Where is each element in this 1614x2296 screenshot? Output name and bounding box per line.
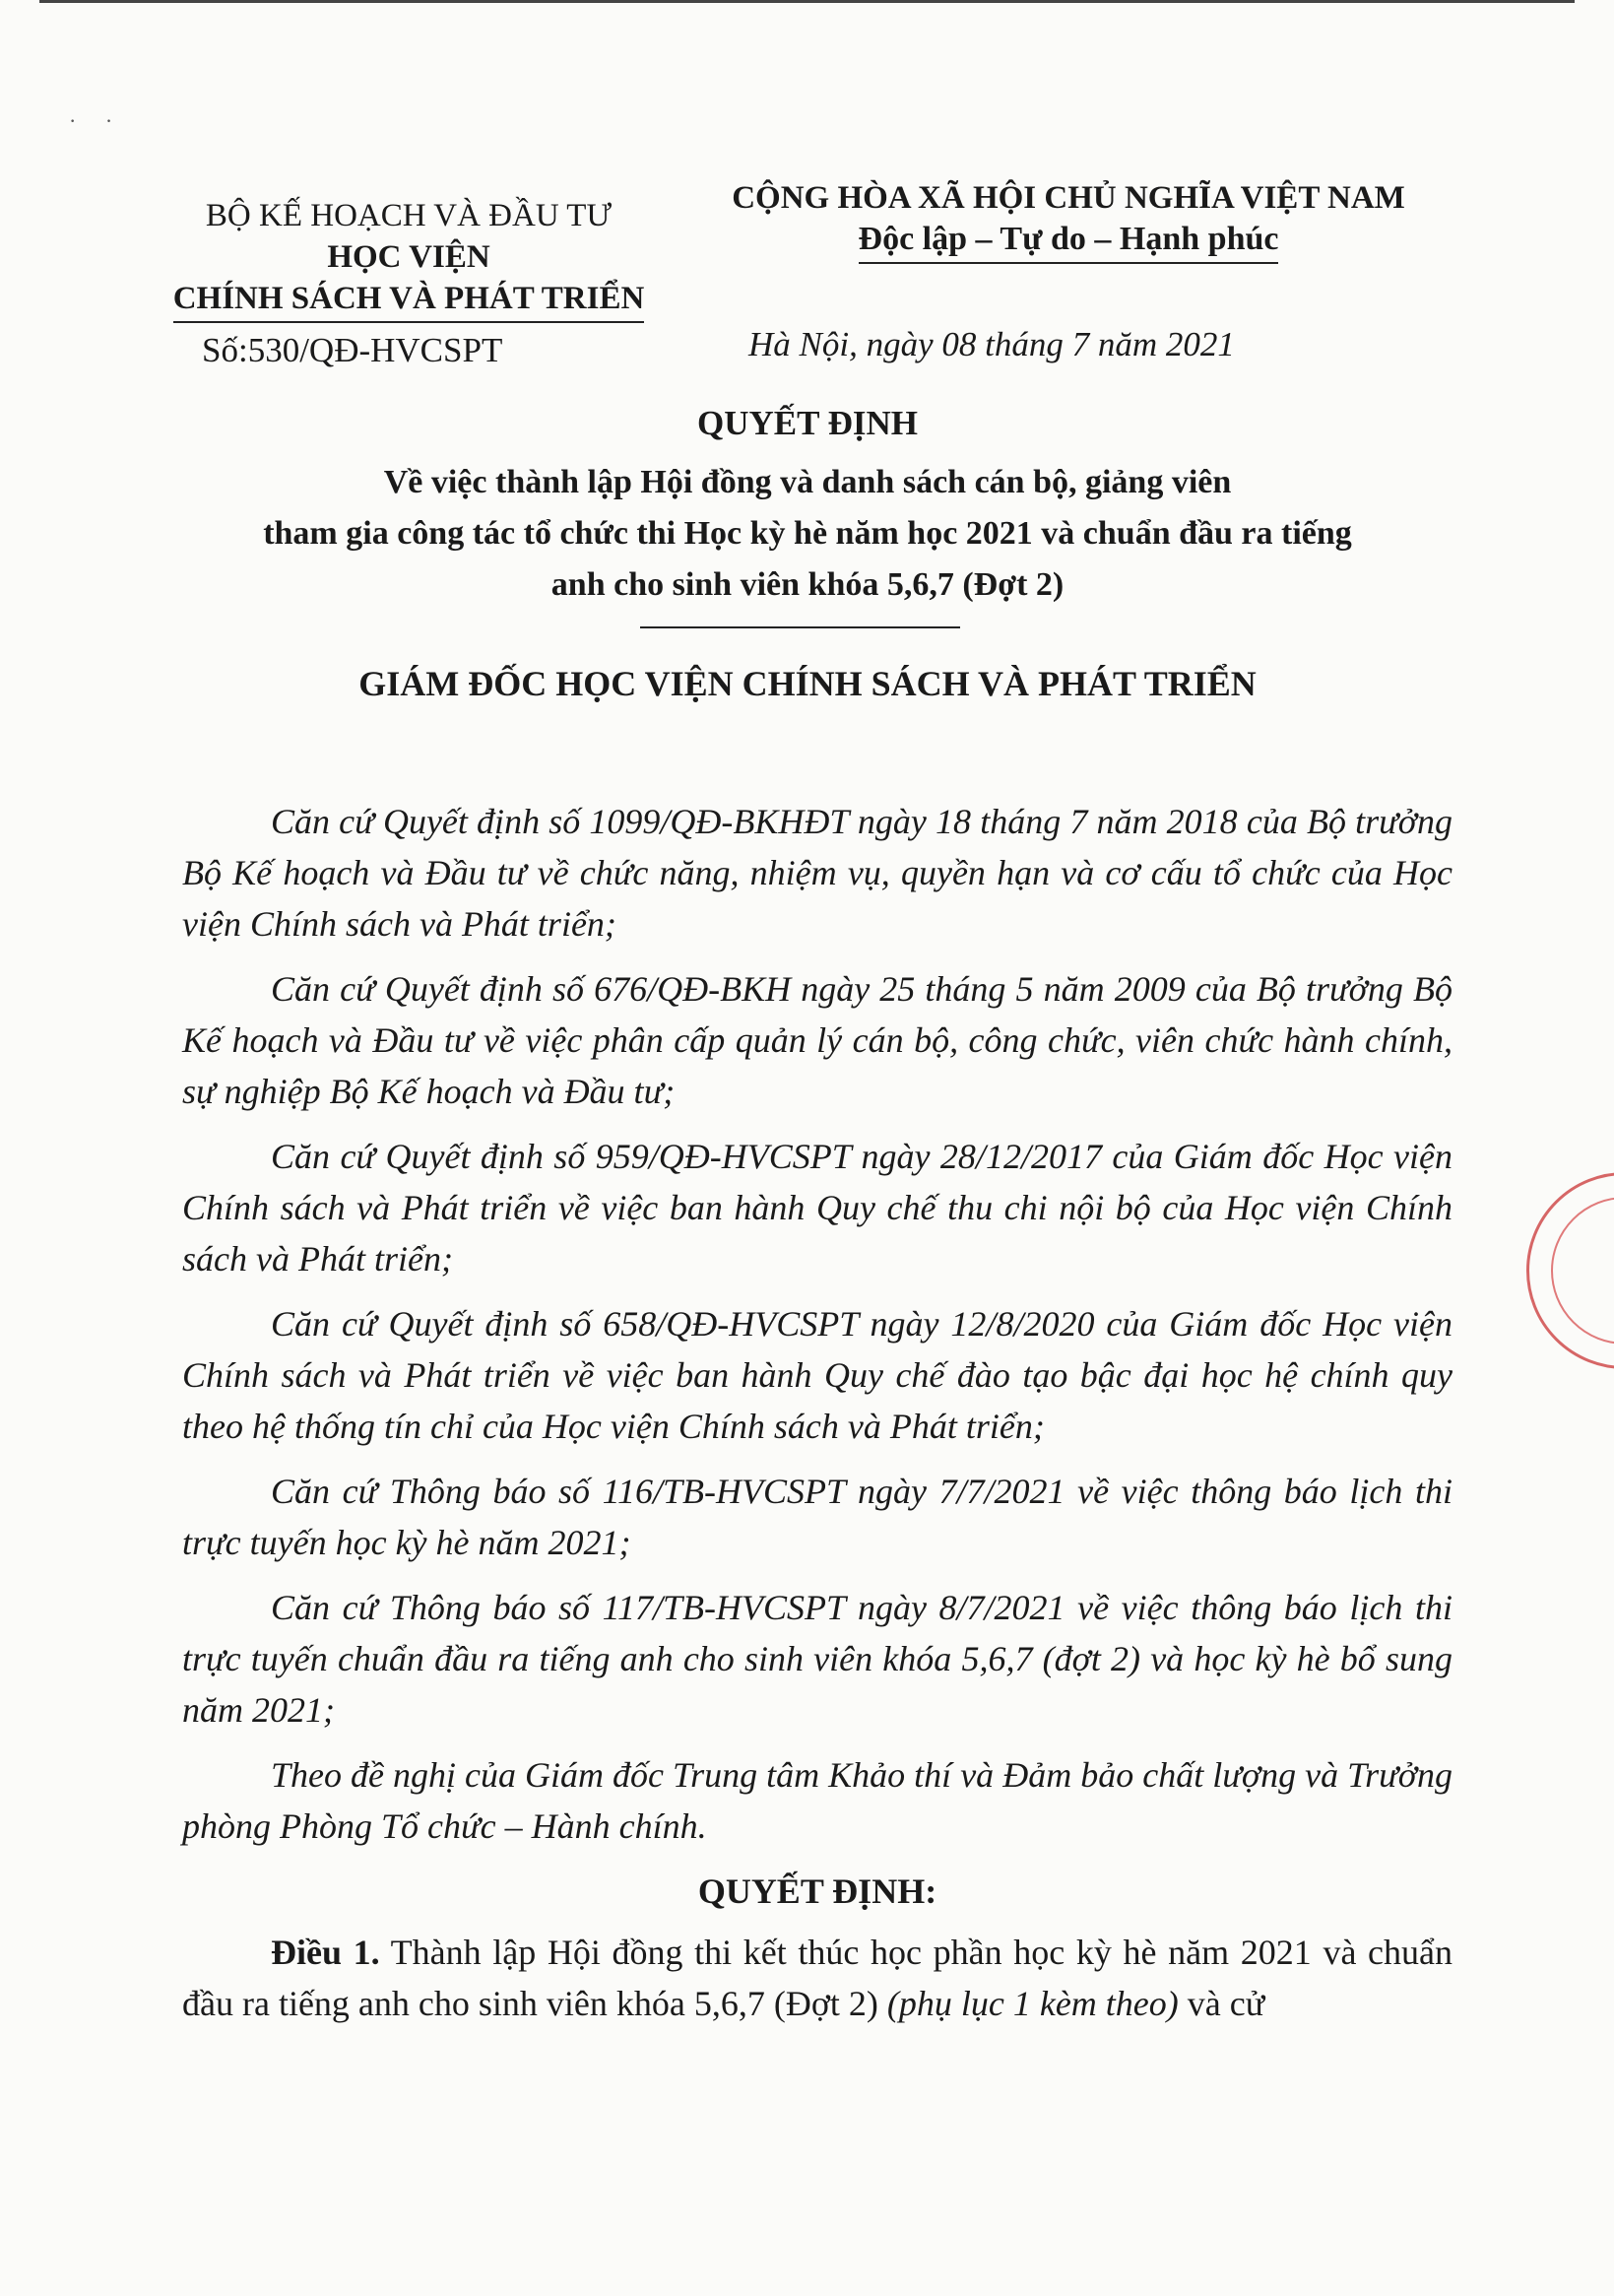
institute-name-line2: CHÍNH SÁCH VÀ PHÁT TRIỂN [173,278,645,323]
article-1-text-a: Thành lập Hội đồng thi kết thúc học phần học kỳ hè năm 2021 và chuẩn đầu ra tiếng anh cho sinh viên khóa 5,6,7 (Đợt 2) [182,1933,1453,2023]
scan-specks: · · [69,108,125,133]
basis-paragraph-6: Căn cứ Thông báo số 117/TB-HVCSPT ngày 8/7/2021 về việc thông báo lịch thi trực tuyến chuẩn đầu ra tiếng anh cho sinh viên khóa 5,6,7 (đợt 2) và học kỳ hè bổ sung năm 2021; [182,1588,1453,1730]
ministry-name: BỘ KẾ HOẠCH VÀ ĐẦU TƯ [205,198,613,233]
issue-date: Hà Nội, ngày 08 tháng 7 năm 2021 [748,325,1235,363]
basis-paragraph-1: Căn cứ Quyết định số 1099/QĐ-BKHĐT ngày 18 tháng 7 năm 2018 của Bộ trưởng Bộ Kế hoạch và Đầu tư về chức năng, nhiệm vụ, quyền hạn và cơ cấu tổ chức của Học viện Chính sách và Phát triển; [182,802,1453,944]
document-number: Số:530/QĐ-HVCSPT [202,331,503,369]
title-separator [640,626,960,628]
basis-paragraph-4: Căn cứ Quyết định số 658/QĐ-HVCSPT ngày 12/8/2020 của Giám đốc Học viện Chính sách và Phát triển về việc ban hành Quy chế đào tạo bậc đại học hệ chính quy theo hệ thống tín chỉ của Học viện Chính sách và Phát triển; [182,1304,1453,1446]
subject-line-1: Về việc thành lập Hội đồng và danh sách cán bộ, giảng viên [383,464,1232,500]
article-1-appendix-ref: (phụ lục 1 kèm theo) [886,1984,1179,2023]
red-seal-stamp [1526,1172,1614,1369]
document-body [182,796,1453,2043]
top-border-line [39,0,1575,3]
document-subject [118,457,1497,611]
issuer-block [153,195,665,323]
article-1-text-b: và cử [1178,1984,1265,2023]
document-type-heading: QUYẾT ĐỊNH [697,404,918,442]
basis-paragraph-5: Căn cứ Thông báo số 116/TB-HVCSPT ngày 7/7/2021 về việc thông báo lịch thi trực tuyến học kỳ hè năm 2021; [182,1472,1453,1562]
article-1-label: Điều 1. [271,1933,380,1972]
basis-paragraph-2: Căn cứ Quyết định số 676/QĐ-BKH ngày 25 tháng 5 năm 2009 của Bộ trưởng Bộ Kế hoạch và Đầu tư về việc phân cấp quản lý cán bộ, công chức, viên chức hành chính, sự nghiệp Bộ Kế hoạch và Đầu tư; [182,969,1453,1111]
issuing-authority: GIÁM ĐỐC HỌC VIỆN CHÍNH SÁCH VÀ PHÁT TRIỂN [358,664,1257,703]
article-1 [182,1927,1453,2029]
basis-paragraph-7: Theo đề nghị của Giám đốc Trung tâm Khảo thí và Đảm bảo chất lượng và Trưởng phòng Phòng Tổ chức – Hành chính. [182,1755,1453,1846]
subject-line-2: tham gia công tác tổ chức thi Học kỳ hè năm học 2021 và chuẩn đầu ra tiếng [263,515,1352,552]
basis-paragraph-3: Căn cứ Quyết định số 959/QĐ-HVCSPT ngày 28/12/2017 của Giám đốc Học viện Chính sách và Phát triển về việc ban hành Quy chế thu chi nội bộ của Học viện Chính sách và Phát triển; [182,1137,1453,1279]
country-name: CỘNG HÒA XÃ HỘI CHỦ NGHĨA VIỆT NAM [732,180,1405,216]
institute-name-line1: HỌC VIỆN [327,239,490,275]
subject-line-3: anh cho sinh viên khóa 5,6,7 (Đợt 2) [550,566,1065,603]
national-header [689,177,1448,264]
national-motto: Độc lập – Tự do – Hạnh phúc [859,219,1279,264]
decision-heading: QUYẾT ĐỊNH: [697,1871,937,1911]
